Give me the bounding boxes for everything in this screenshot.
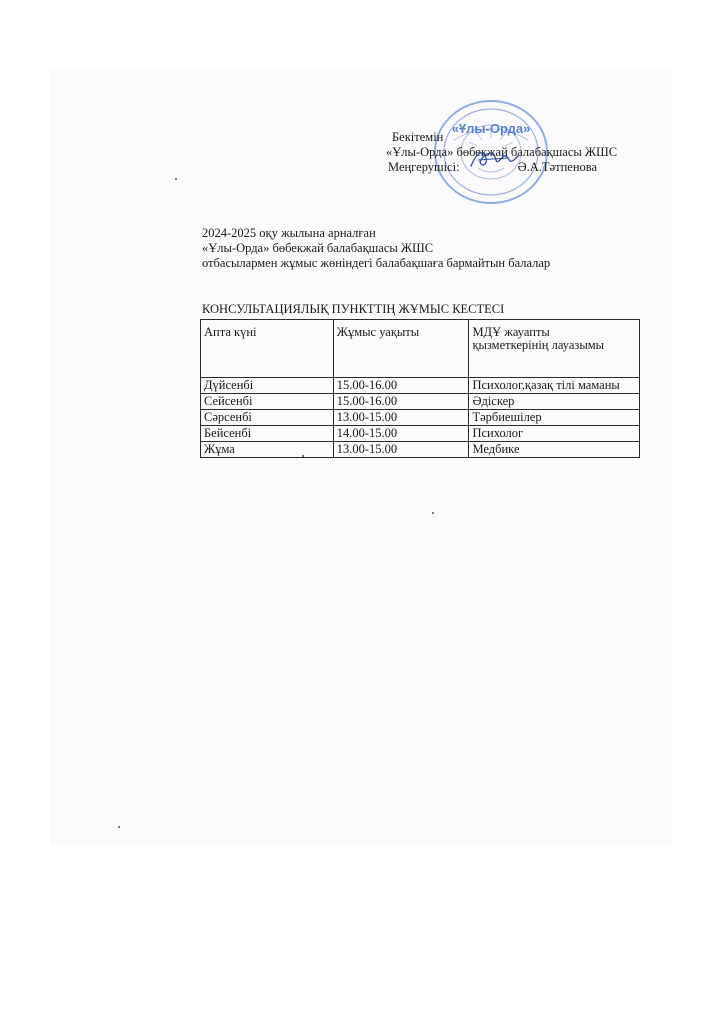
header-responsible-position: МДҰ жауапты қызметкерінің лауазымы [469,320,640,378]
approval-position: Меңгерушісі: [388,160,460,174]
cell-position: Әдіскер [469,394,640,410]
director-name: Ә.А.Тәтпенова [517,160,598,174]
header-weekday: Апта күні [201,320,334,378]
cell-weekday: Жұма [201,442,334,458]
table-row [201,442,640,458]
cell-weekday: Сәрсенбі [201,410,334,426]
cell-hours: 13.00-15.00 [333,442,469,458]
cell-hours: 13.00-15.00 [333,410,469,426]
stamp-text: «Ұлы-Орда» [451,121,531,136]
cell-position: Тәрбиешілер [469,410,640,426]
table-header-row [201,320,640,378]
cell-hours: 14.00-15.00 [333,426,469,442]
cell-weekday: Дүйсенбі [201,378,334,394]
intro-line-2: «Ұлы-Орда» бөбекжай балабақшасы ЖШС [202,241,434,255]
svg-text:∙∙∙∙∙∙∙∙∙∙∙∙∙∙∙∙∙∙∙∙∙∙∙∙∙∙∙∙∙∙: ∙∙∙∙∙∙∙∙∙∙∙∙∙∙∙∙∙∙∙∙∙∙∙∙∙∙∙∙∙∙∙ [473,104,509,109]
intro-line-3: отбасылармен жұмыс жөніндегі балабақшаға бармайтын балалар [202,256,551,270]
scan-speck [118,826,120,828]
cell-hours: 15.00-16.00 [333,378,469,394]
table-row [201,426,640,442]
director-signature [468,144,520,172]
approval-organization: «Ұлы-Орда» бөбекжай балабақшасы ЖШС [386,145,618,159]
header-working-hours: Жұмыс уақыты [333,320,469,378]
cell-position: Психолог,қазақ тілі маманы [469,378,640,394]
scan-speck [432,512,434,514]
table-row [201,394,640,410]
schedule-table [200,319,640,458]
cell-position: Медбике [469,442,640,458]
svg-text:∙∙∙∙∙∙∙∙∙∙∙∙∙∙∙∙∙∙∙∙∙∙∙∙∙∙∙∙∙∙: ∙∙∙∙∙∙∙∙∙∙∙∙∙∙∙∙∙∙∙∙∙∙∙∙∙∙∙∙∙∙∙ [473,195,509,200]
cell-hours: 15.00-16.00 [333,394,469,410]
scan-speck [175,178,177,180]
document-title: КОНСУЛЬТАЦИЯЛЫҚ ПУНКТТІҢ ЖҰМЫС КЕСТЕСІ [202,302,505,316]
table-row [201,410,640,426]
approval-label: Бекітемін [392,130,444,144]
intro-line-1: 2024-2025 оқу жылына арналған [202,226,376,240]
cell-weekday: Бейсенбі [201,426,334,442]
cell-weekday: Сейсенбі [201,394,334,410]
cell-position: Психолог [469,426,640,442]
table-row [201,378,640,394]
document-intro [202,226,550,271]
